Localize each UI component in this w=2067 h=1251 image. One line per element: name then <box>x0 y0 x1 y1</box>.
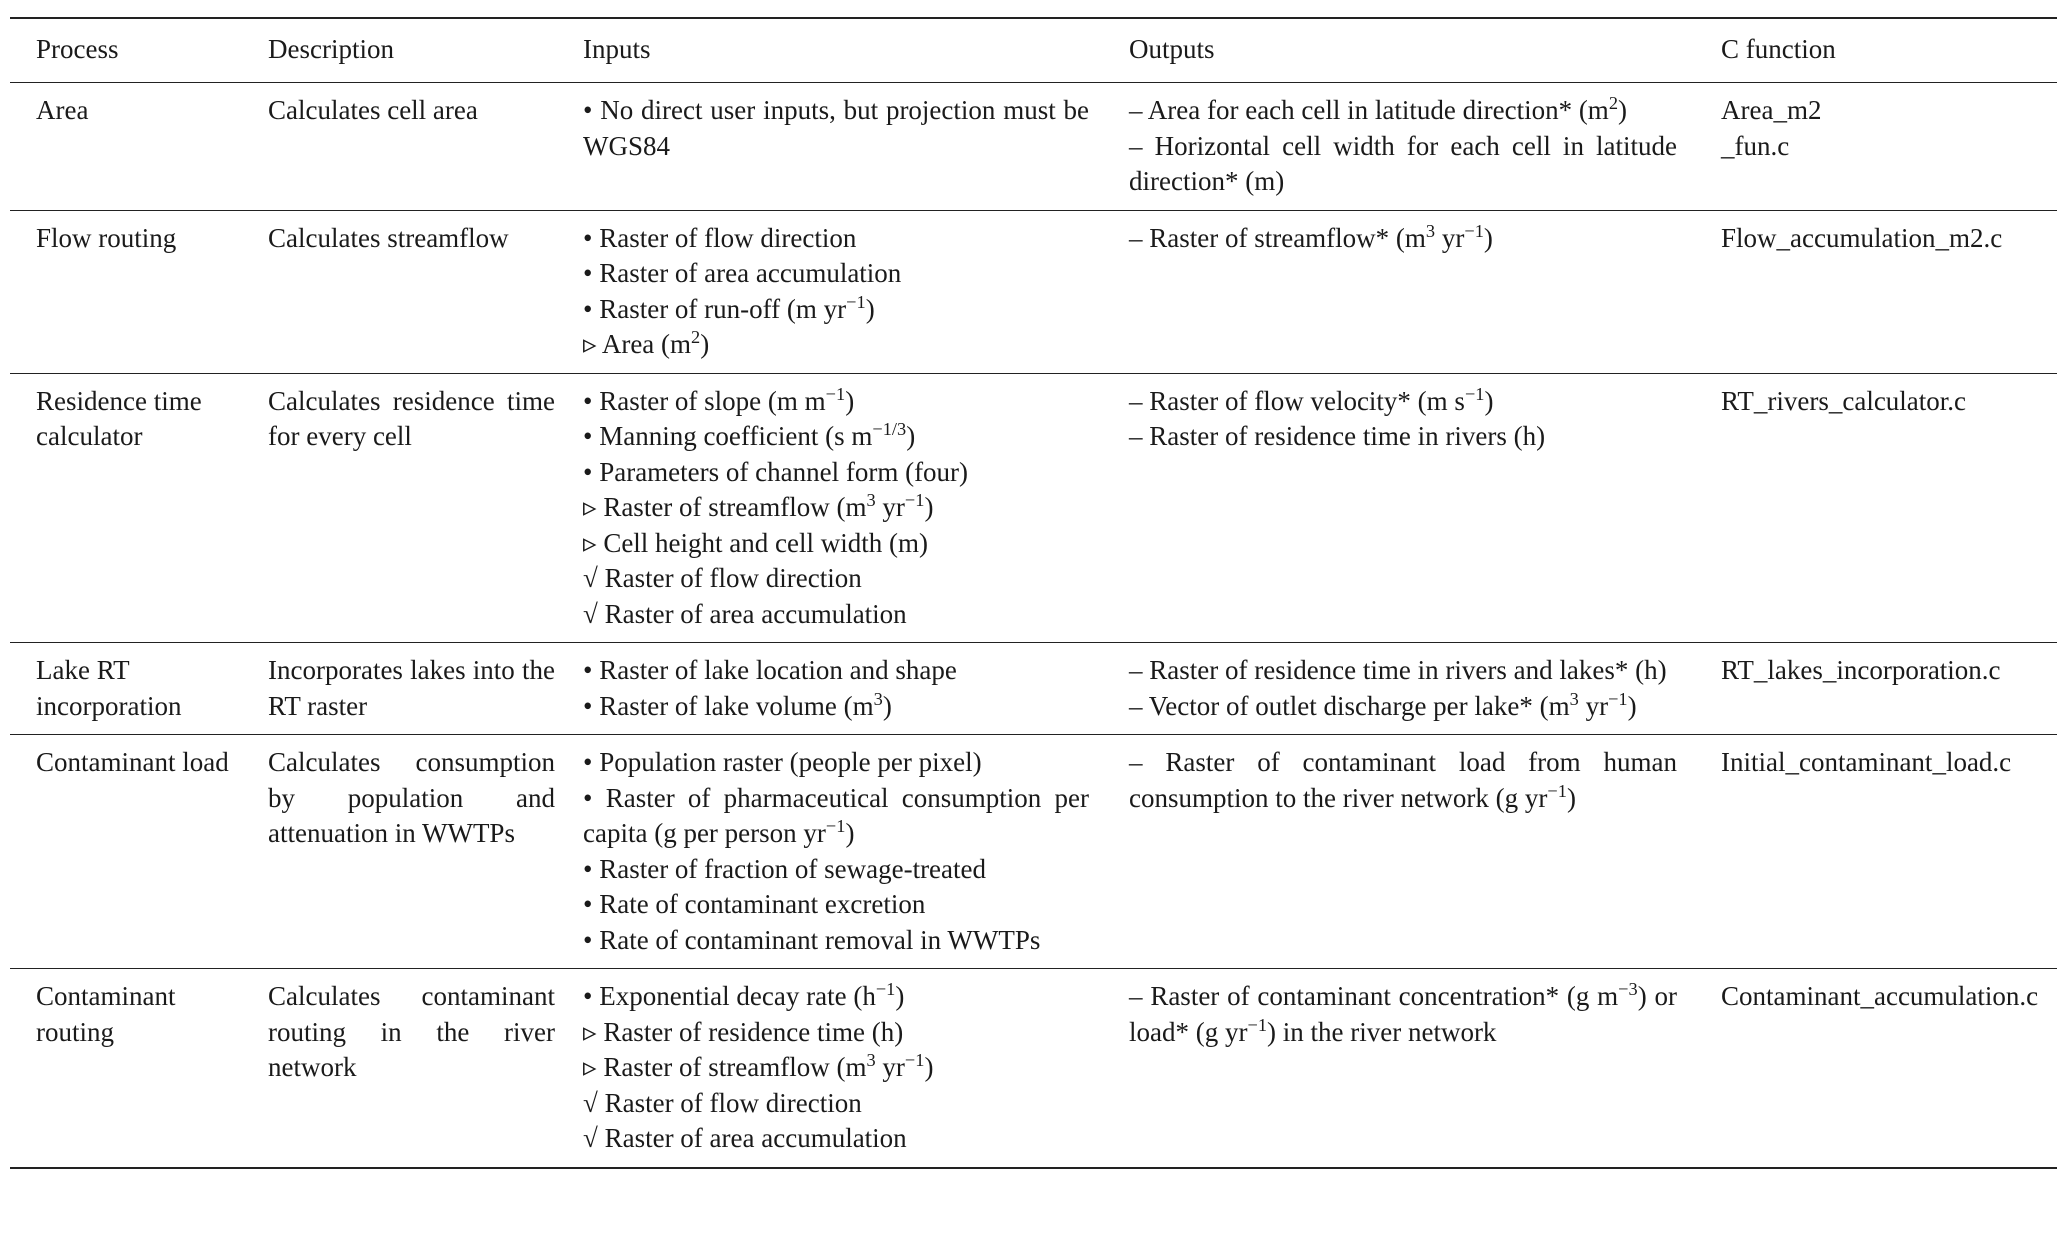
header-description: Description <box>268 34 394 65</box>
input-item <box>583 745 1089 781</box>
input-text: Raster of fraction of sewage-treated <box>599 853 987 884</box>
c-function-name: Contaminant_accumulation.c <box>1721 981 2039 1011</box>
process-cell: Contaminant routing <box>36 981 176 1047</box>
input-text: Raster of flow direction <box>604 563 862 593</box>
c-function-cell <box>1721 643 2057 735</box>
outputs-cell <box>1129 643 1721 735</box>
description-cell: Calculates residence time for every cell <box>268 385 555 451</box>
input-item <box>583 490 1089 526</box>
input-item <box>583 256 1089 292</box>
c-function-name: Area_m2 <box>1721 95 1822 125</box>
description-cell: Calculates cell area <box>268 95 478 125</box>
bullet-icon: • <box>583 258 593 288</box>
input-item <box>583 561 1089 597</box>
input-text: Population raster (people per pixel) <box>599 747 982 777</box>
input-text: No direct user inputs, but projection must be WGS84 <box>583 95 1089 161</box>
input-item <box>583 419 1089 455</box>
input-text: Manning coefficient (s $m^{-1/3}$) <box>599 418 916 451</box>
description-cell: Incorporates lakes into the RT raster <box>268 655 555 721</box>
process-cell: Contaminant load <box>36 747 229 777</box>
bullet-icon: • <box>583 655 593 685</box>
output-item <box>1129 653 1677 689</box>
input-text: Cell height and cell width (m) <box>603 527 928 558</box>
c-function-cell <box>1721 83 2057 211</box>
inputs-cell <box>583 643 1129 735</box>
bullet-icon: • <box>583 95 593 125</box>
input-text: Raster of slope (m $m^{-1}$) <box>599 383 855 416</box>
input-text: Raster of area accumulation <box>604 598 907 629</box>
input-item <box>583 1121 1089 1157</box>
input-item <box>583 384 1089 420</box>
bullet-icon: • <box>583 981 593 1011</box>
output-item <box>1129 221 1677 257</box>
header-inputs: Inputs <box>583 34 651 65</box>
bullet-icon: • <box>583 385 593 416</box>
c-function-name: Initial_contaminant_load.c <box>1721 747 2012 777</box>
c-function-cell <box>1721 969 2057 1168</box>
bullet-icon: • <box>583 782 593 813</box>
input-item <box>583 1015 1089 1051</box>
output-item <box>1129 384 1677 420</box>
input-item <box>583 455 1089 491</box>
header-process: Process <box>36 34 119 65</box>
table-row <box>10 373 2057 643</box>
bullet-icon: • <box>583 456 593 487</box>
input-item <box>583 597 1089 633</box>
dash-icon: – <box>1129 222 1143 253</box>
inputs-cell <box>583 83 1129 211</box>
process-cell: Flow routing <box>36 222 177 253</box>
output-text: Area for each cell in latitude direction* $(m^2)$ <box>1147 92 1627 125</box>
c-function-name: _fun.c <box>1721 130 1790 161</box>
input-item <box>583 1086 1089 1122</box>
input-text: Raster of lake location and shape <box>599 655 957 685</box>
input-item <box>583 923 1089 959</box>
triangle-icon: ▹ <box>583 1052 597 1082</box>
input-item <box>583 781 1089 852</box>
triangle-icon: ▹ <box>583 492 597 522</box>
c-function-cell <box>1721 210 2057 373</box>
bullet-icon: • <box>583 293 593 324</box>
output-item <box>1129 93 1677 129</box>
output-text: Raster of contaminant concentration* (g $m^{-3}$) or load* (g $yr^{-1}$) in the river network <box>1129 978 1678 1047</box>
input-text: Raster of flow direction <box>604 1087 862 1118</box>
input-text: Parameters of channel form (four) <box>599 456 969 487</box>
header-row <box>10 18 2057 83</box>
input-text: Raster of streamflow ($m^3$ $yr^{-1}$) <box>603 489 934 522</box>
output-text: Horizontal cell width for each cell in latitude direction* (m) <box>1129 130 1677 196</box>
input-item <box>583 653 1089 689</box>
output-item <box>1129 979 1677 1050</box>
process-cell: Area <box>36 95 89 125</box>
outputs-cell <box>1129 969 1721 1168</box>
outputs-cell <box>1129 83 1721 211</box>
inputs-cell <box>583 735 1129 969</box>
c-function-name: RT_lakes_incorporation.c <box>1721 655 2001 685</box>
triangle-icon: ▹ <box>583 527 597 558</box>
input-text: Raster of streamflow ($m^3$ $yr^{-1}$) <box>603 1049 934 1082</box>
description-cell: Calculates contaminant routing in the river network <box>268 981 555 1082</box>
check-icon: √ <box>583 598 598 629</box>
output-text: Raster of contaminant load from human consumption to the river network (g $yr^{-1}$) <box>1129 747 1677 813</box>
process-table-container <box>10 17 2057 1169</box>
bullet-icon: • <box>583 421 593 451</box>
input-item <box>583 327 1089 363</box>
table-row <box>10 83 2057 211</box>
bullet-icon: • <box>583 853 593 884</box>
input-item <box>583 1050 1089 1086</box>
dash-icon: – <box>1129 655 1143 685</box>
table-row <box>10 210 2057 373</box>
input-text: Area $(m^2)$ <box>601 326 710 359</box>
table-row <box>10 643 2057 735</box>
header-c-function: C function <box>1721 34 1836 65</box>
table-row <box>10 735 2057 969</box>
dash-icon: – <box>1129 385 1143 416</box>
input-text: Rate of contaminant removal in WWTPs <box>599 924 1041 955</box>
check-icon: √ <box>583 563 598 593</box>
table-body <box>10 83 2057 1168</box>
inputs-cell <box>583 373 1129 643</box>
outputs-cell <box>1129 735 1721 969</box>
table-header <box>10 18 2057 83</box>
inputs-cell <box>583 969 1129 1168</box>
input-item <box>583 93 1089 164</box>
header-outputs: Outputs <box>1129 34 1215 65</box>
input-text: Raster of lake volume $(m^3)$ <box>599 688 892 721</box>
input-item <box>583 852 1089 888</box>
description-cell: Calculates streamflow <box>268 222 509 253</box>
input-text: Raster of area accumulation <box>599 258 902 288</box>
output-item <box>1129 129 1677 200</box>
inputs-cell <box>583 210 1129 373</box>
input-item <box>583 292 1089 328</box>
output-text: Raster of flow velocity* (m $s^{-1}$) <box>1149 383 1494 416</box>
dash-icon: – <box>1129 421 1143 451</box>
c-function-name: Flow_accumulation_m2.c <box>1721 222 2003 253</box>
input-item <box>583 689 1089 725</box>
output-item <box>1129 419 1677 455</box>
c-function-name: RT_rivers_calculator.c <box>1721 385 1967 416</box>
output-text: Raster of streamflow* ($m^3$ $yr^{-1}$) <box>1149 220 1493 253</box>
triangle-icon: ▹ <box>583 329 597 359</box>
dash-icon: – <box>1129 130 1143 161</box>
input-item <box>583 887 1089 923</box>
description-cell: Calculates consumption by population and attenuation in WWTPs <box>268 747 555 848</box>
input-item <box>583 221 1089 257</box>
input-item <box>583 979 1089 1015</box>
input-item <box>583 526 1089 562</box>
outputs-cell <box>1129 210 1721 373</box>
bullet-icon: • <box>583 889 593 919</box>
process-cell: Residence time calculator <box>36 385 202 451</box>
output-item <box>1129 689 1677 725</box>
c-function-cell <box>1721 373 2057 643</box>
dash-icon: – <box>1129 747 1143 777</box>
check-icon: √ <box>583 1123 598 1153</box>
input-text: Raster of area accumulation <box>604 1123 907 1153</box>
bullet-icon: • <box>583 690 593 721</box>
bullet-icon: • <box>583 924 593 955</box>
input-text: Raster of pharmaceutical consumption per capita (g per person $yr^{-1}$) <box>583 782 1090 848</box>
input-text: Raster of run-off (m $yr^{-1}$) <box>599 291 875 324</box>
process-table <box>10 17 2057 1169</box>
input-text: Raster of flow direction <box>599 222 857 253</box>
check-icon: √ <box>583 1087 598 1118</box>
input-text: Exponential decay rate $(h^{-1})$ <box>599 978 905 1011</box>
output-text: Raster of residence time in rivers and lakes* (h) <box>1149 655 1667 685</box>
dash-icon: – <box>1129 981 1143 1011</box>
bullet-icon: • <box>583 222 593 253</box>
output-text: Vector of outlet discharge per lake* ($m^3$ $yr^{-1}$) <box>1148 688 1637 721</box>
outputs-cell <box>1129 373 1721 643</box>
triangle-icon: ▹ <box>583 1016 597 1047</box>
dash-icon: – <box>1129 690 1143 721</box>
c-function-cell <box>1721 735 2057 969</box>
bullet-icon: • <box>583 747 593 777</box>
input-text: Rate of contaminant excretion <box>599 889 926 919</box>
process-cell: Lake RT incorporation <box>36 655 182 721</box>
table-row <box>10 969 2057 1168</box>
output-text: Raster of residence time in rivers (h) <box>1149 421 1546 451</box>
input-text: Raster of residence time (h) <box>603 1016 904 1047</box>
output-item <box>1129 745 1677 816</box>
dash-icon: – <box>1129 95 1143 125</box>
